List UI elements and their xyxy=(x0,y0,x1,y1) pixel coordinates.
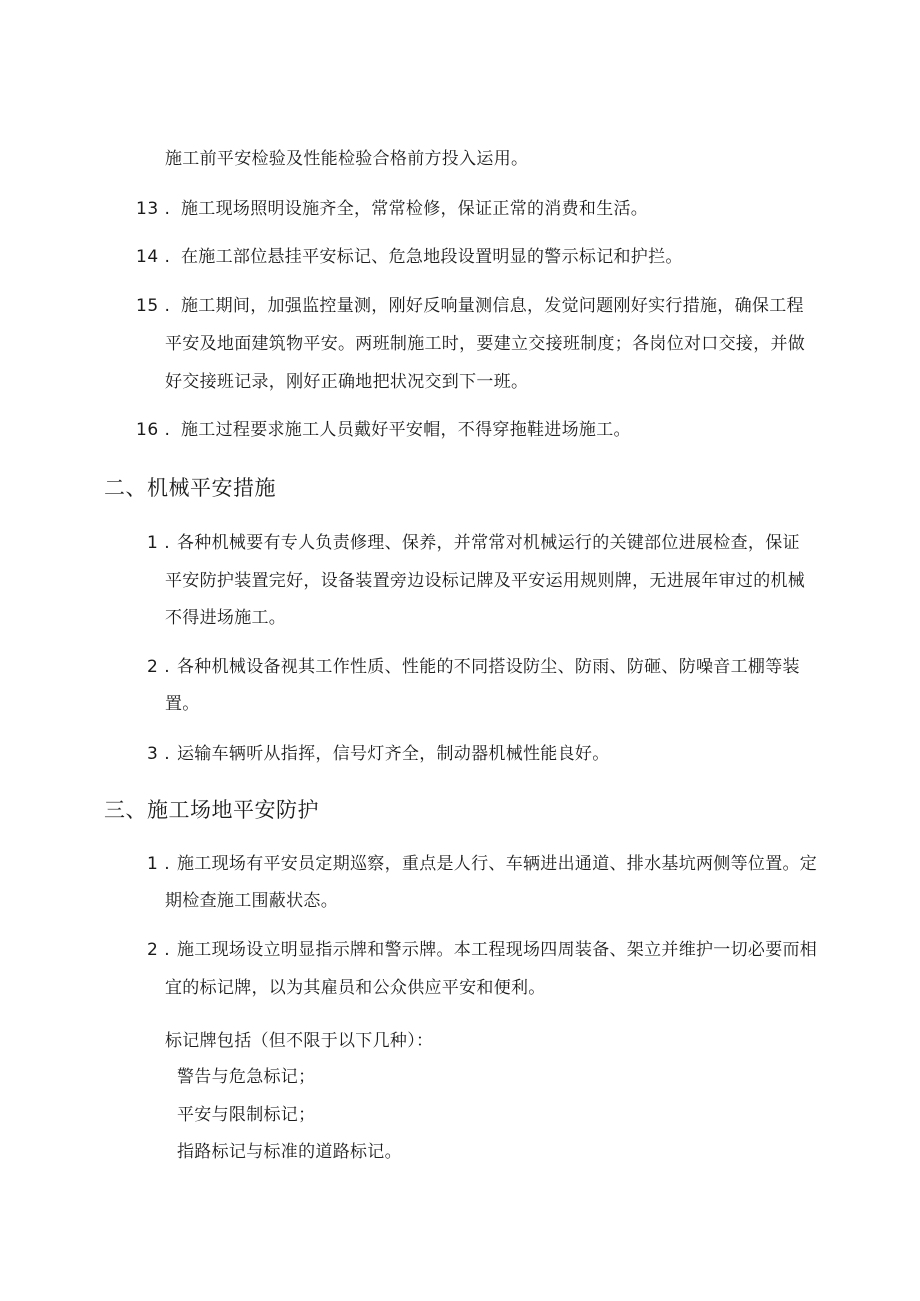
signs-intro: 标记牌包括（但不限于以下几种）： xyxy=(165,1031,434,1051)
item-number: 2 . xyxy=(147,657,171,677)
item-text-line: 施工期间，加强监控量测，刚好反响量测信息，发觉问题刚好实行措施，确保工程 xyxy=(181,296,804,316)
item-number: 1 . xyxy=(147,533,171,553)
sign-item: 平安与限制标记； xyxy=(177,1105,316,1125)
item-text-line: 运输车辆听从指挥，信号灯齐全，制动器机械性能良好。 xyxy=(177,744,610,764)
item-number: 14 . xyxy=(136,247,171,267)
section-heading: 三、施工场地平安防护 xyxy=(104,798,319,822)
item-text-line: 平安防护装置完好，设备装置旁边设标记牌及平安运用规则牌，无进展年审过的机械 xyxy=(165,571,806,591)
item-text-line: 各种机械设备视其工作性质、性能的不同搭设防尘、防雨、防砸、防噪音工棚等装 xyxy=(177,657,800,677)
sign-item: 指路标记与标准的道路标记。 xyxy=(177,1142,402,1162)
item-number: 16 . xyxy=(136,420,171,440)
item-text-line: 宜的标记牌，以为其雇员和公众供应平安和便利。 xyxy=(165,978,546,998)
item-text-line: 施工现场设立明显指示牌和警示牌。本工程现场四周装备、架立并维护一切必要而相 xyxy=(177,940,818,960)
item-text-line: 好交接班记录，刚好正确地把状况交到下一班。 xyxy=(165,372,529,392)
item-text-line: 在施工部位悬挂平安标记、危急地段设置明显的警示标记和护拦。 xyxy=(181,247,683,267)
item-number: 13 . xyxy=(136,199,171,219)
item-12-continuation: 施工前平安检验及性能检验合格前方投入运用。 xyxy=(165,149,529,169)
sign-item: 警告与危急标记； xyxy=(177,1067,316,1087)
item-text-line: 置。 xyxy=(165,694,200,714)
item-text-line: 施工现场有平安员定期巡察，重点是人行、车辆进出通道、排水基坑两侧等位置。定 xyxy=(177,854,818,874)
item-number: 3 . xyxy=(147,744,171,764)
item-number: 1 . xyxy=(147,854,171,874)
item-text-line: 平安及地面建筑物平安。两班制施工时，要建立交接班制度；各岗位对口交接，并做 xyxy=(165,334,806,354)
item-text-line: 各种机械要有专人负责修理、保养，并常常对机械运行的关键部位进展检查，保证 xyxy=(177,533,800,553)
item-text-line: 施工过程要求施工人员戴好平安帽，不得穿拖鞋进场施工。 xyxy=(181,420,631,440)
section-heading: 二、机械平安措施 xyxy=(104,476,276,500)
item-text-line: 不得进场施工。 xyxy=(165,608,287,628)
item-number: 2 . xyxy=(147,940,171,960)
item-text-line: 施工现场照明设施齐全，常常检修，保证正常的消费和生活。 xyxy=(181,199,649,219)
item-number: 15 . xyxy=(136,296,171,316)
item-text-line: 期检查施工围蔽状态。 xyxy=(165,891,338,911)
